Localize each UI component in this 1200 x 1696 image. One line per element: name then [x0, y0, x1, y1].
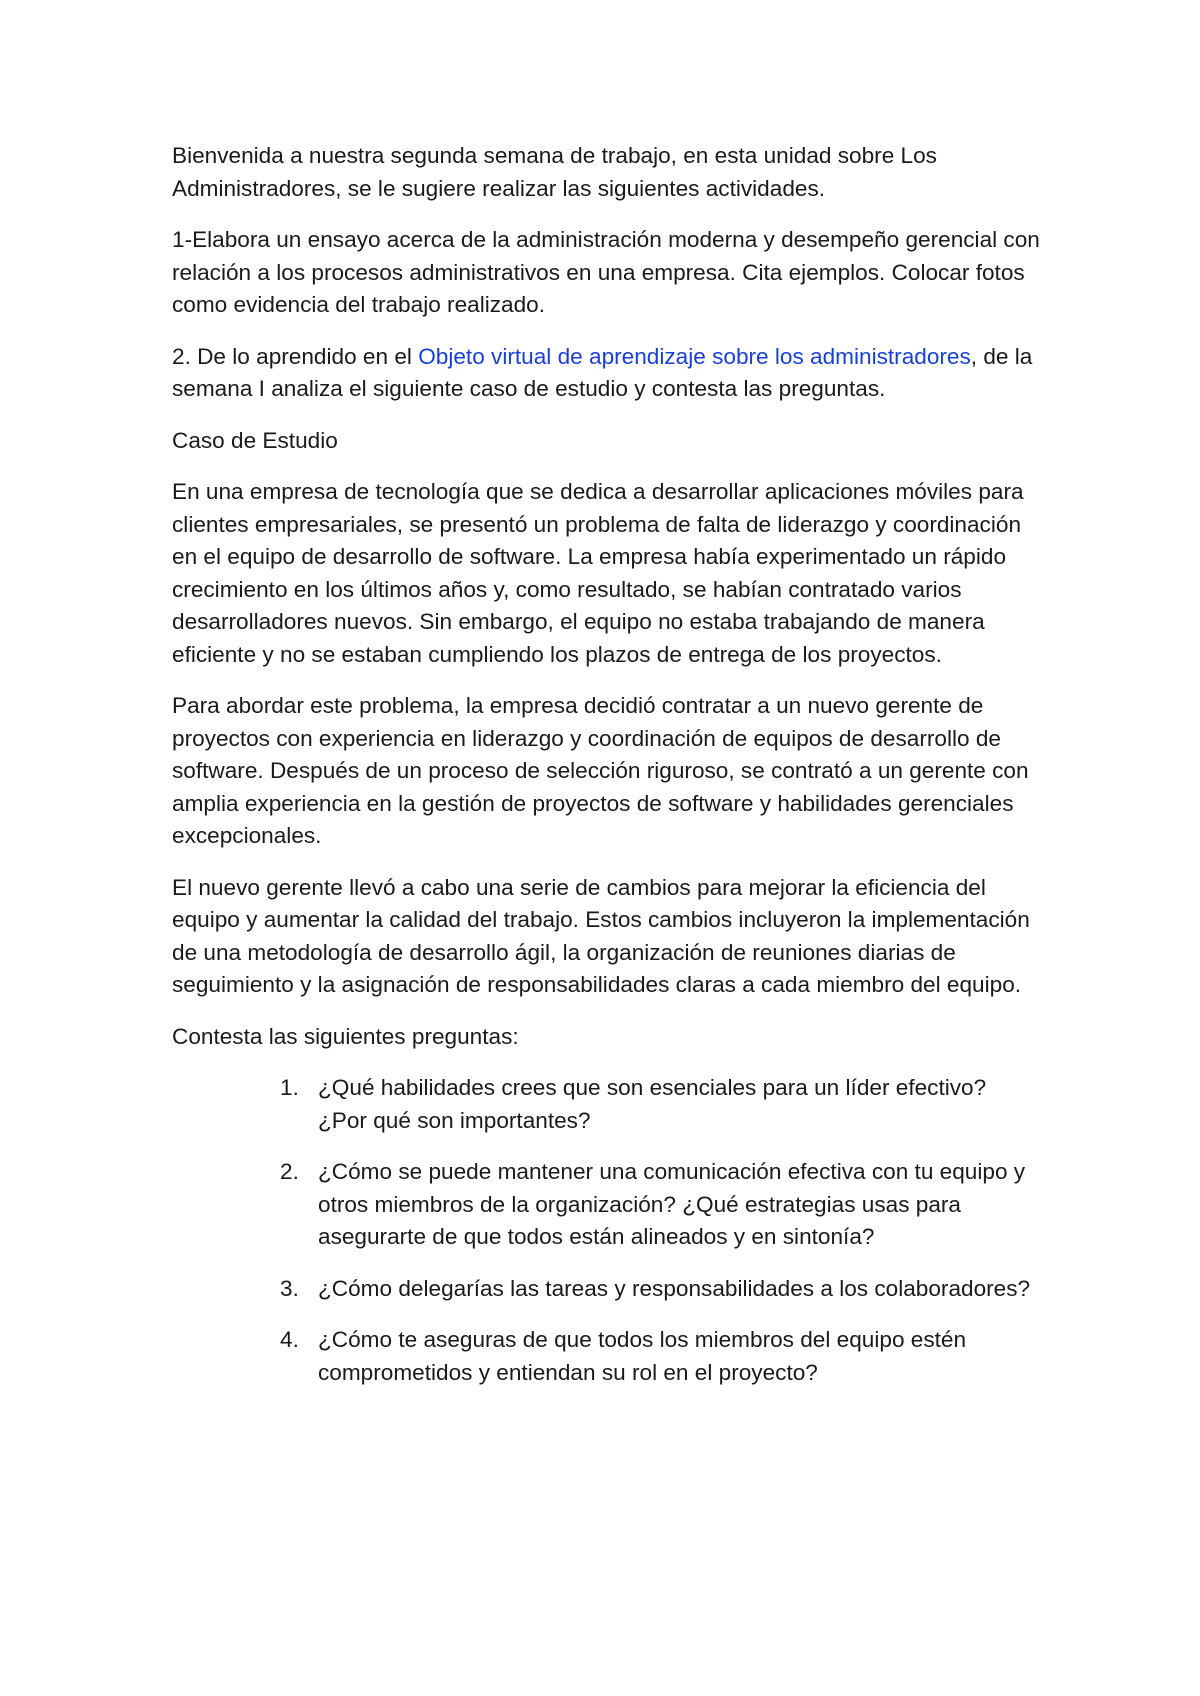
question-number: 3.	[280, 1275, 299, 1301]
question-text: ¿Cómo te aseguras de que todos los miembros del equipo estén comprometidos y entiendan su rol en el proyecto?	[318, 1327, 967, 1385]
learning-object-link[interactable]: Objeto virtual de aprendizaje sobre los administradores	[418, 343, 971, 369]
case-paragraph: Para abordar este problema, la empresa decidió contratar a un nuevo gerente de proyectos con experiencia en liderazgo y coordinación de equipos de desarrollo de software. Después de un proceso de selección riguroso, se contrató a un gerente con amplia experiencia en la gestión de proyectos de software y habilidades gerenciales excepcionales.	[172, 693, 1029, 848]
case-study-heading: Caso de Estudio	[172, 427, 338, 453]
question-text: ¿Qué habilidades crees que son esenciales para un líder efectivo? ¿Por qué son importantes?	[318, 1075, 987, 1133]
question-text: ¿Cómo delegarías las tareas y responsabilidades a los colaboradores?	[318, 1275, 1031, 1301]
question-number: 1.	[280, 1075, 299, 1100]
case-paragraph: En una empresa de tecnología que se dedica a desarrollar aplicaciones móviles para clientes empresariales, se presentó un problema de falta de liderazgo y coordinación en el equipo de desarrollo de software. La empresa había experimentado un rápido crecimiento en los últimos años y, como resultado, se habían contratado varios desarrolladores nuevos. Sin embargo, el equipo no estaba trabajando de manera eficiente y no se estaban cumpliendo los plazos de entrega de los proyectos.	[172, 479, 1024, 667]
question-item	[172, 1156, 1040, 1254]
questions-heading: Contesta las siguientes preguntas:	[172, 1023, 519, 1049]
question-number: 4.	[280, 1327, 299, 1352]
intro-paragraph: Bienvenida a nuestra segunda semana de trabajo, en esta unidad sobre Los Administradores, se le sugiere realizar las siguientes actividades.	[172, 143, 937, 201]
question-text: ¿Cómo se puede mantener una comunicación efectiva con tu equipo y otros miembros de la organización? ¿Qué estrategias usas para asegurarte de que todos están alineados y en sintonía?	[318, 1159, 1026, 1249]
question-item	[172, 1072, 1040, 1137]
question-number: 2.	[280, 1159, 299, 1184]
document-body	[172, 140, 1040, 1408]
activity-2-suffix: , de la semana I analiza el siguiente caso de estudio y contesta las preguntas.	[172, 343, 1033, 401]
case-paragraph: El nuevo gerente llevó a cabo una serie de cambios para mejorar la eficiencia del equipo y aumentar la calidad del trabajo. Estos cambios incluyeron la implementación de una metodología de desarrollo ágil, la organización de reuniones diarias de seguimiento y la asignación de responsabilidades claras a cada miembro del equipo.	[172, 874, 1030, 997]
activity-2-paragraph	[172, 341, 1040, 406]
activity-1-paragraph: 1-Elabora un ensayo acerca de la administración moderna y desempeño gerencial con relación a los procesos administrativos en una empresa. Cita ejemplos. Colocar fotos como evidencia del trabajo realizado.	[172, 227, 1040, 317]
question-item	[172, 1273, 1040, 1306]
questions-list	[172, 1072, 1040, 1389]
activity-2-prefix: 2. De lo aprendido en el	[172, 343, 419, 369]
question-item	[172, 1324, 1040, 1389]
